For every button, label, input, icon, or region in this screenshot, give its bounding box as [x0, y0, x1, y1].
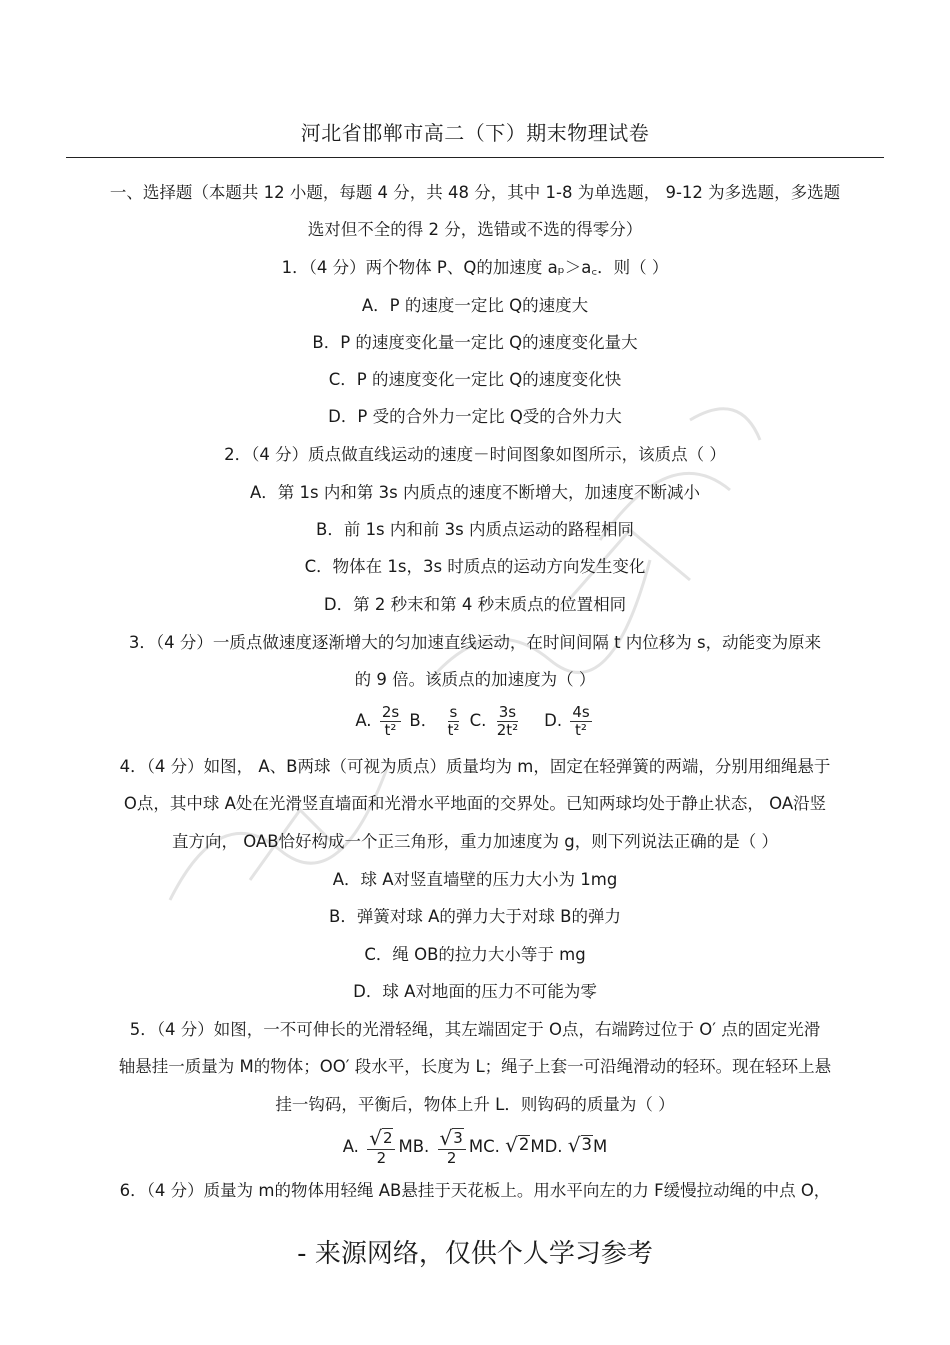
q4-option-b: B．弹簧对球 A的弹力大于对球 B的弹力 [329, 907, 621, 926]
q2-option-a: A．第 1s 内和第 3s 内质点的速度不断增大，加速度不断减小 [250, 483, 700, 502]
q3-c-numerator: 3s [498, 703, 517, 721]
q5-b-denominator: 2 [446, 1149, 457, 1167]
q5-option-c-label: MC. [468, 1137, 500, 1156]
q5-a-radicand: 2 [382, 1129, 393, 1147]
q5-option-a-label: A. [342, 1137, 359, 1156]
q3-b-numerator: s [449, 703, 458, 721]
q2-option-d: D．第 2 秒末和第 4 秒末质点的位置相同 [323, 595, 627, 614]
section-header-line2: 选对但不全的得 2 分，选错或不选的得零分） [307, 220, 643, 239]
q3-a-denominator: t² [384, 721, 397, 739]
q4-option-d: D．球 A对地面的压力不可能为零 [353, 982, 597, 1001]
q3-option-b-label: B． [409, 711, 438, 730]
q5-a-denominator: 2 [376, 1149, 387, 1167]
title-divider [66, 157, 884, 158]
q1-option-c: C．P 的速度变化一定比 Q的速度变化快 [328, 370, 622, 389]
q4-option-c: C．绳 OB的拉力大小等于 mg [364, 945, 586, 964]
q2-stem: 2．（4 分）质点做直线运动的速度－时间图象如图所示，该质点（ ） [224, 445, 726, 464]
q3-c-denominator: 2t² [496, 721, 519, 739]
q3-stem-line1: 3．（4 分）一质点做速度逐渐增大的匀加速直线运动，在时间间隔 t 内位移为 s，动能变为原来 [128, 633, 822, 652]
section-header-line1: 一、选择题（本题共 12 小题，每题 4 分，共 48 分，其中 1-8 为单选题， 9-12 为多选题，多选题 [109, 183, 841, 202]
q5-stem-line1: 5．（4 分）如图，一不可伸长的光滑轻绳，其左端固定于 O点，右端跨过位于 O′ 点的固定光滑 [129, 1020, 821, 1039]
q5-a-numerator [367, 1128, 395, 1150]
q2-option-b: B．前 1s 内和前 3s 内质点运动的路程相同 [316, 520, 634, 539]
q5-option-b-fraction [438, 1128, 466, 1167]
q4-option-a: A．球 A对竖直墙壁的压力大小为 1mg [332, 870, 618, 889]
q5-options [0, 1126, 950, 1168]
sqrt-symbol: √ 3 [439, 1126, 463, 1150]
q4-stem-line1: 4．（4 分）如图， A、B两球（可视为质点）质量均为 m，固定在轻弹簧的两端，分别用细绳悬于 [119, 757, 831, 776]
q5-option-a-fraction [367, 1128, 395, 1167]
q4-stem-line3: 直方向， OAB恰好构成一个正三角形，重力加速度为 g，则下列说法正确的是（ ） [171, 832, 778, 851]
q3-b-denominator: t² [447, 721, 460, 739]
q1-stem: 1．（4 分）两个物体 P、Q的加速度 aₚ＞a꜀．则（ ） [281, 258, 669, 277]
q5-option-b-label: MB. [398, 1137, 430, 1156]
q5-stem-line2: 轴悬挂一质量为 M的物体；OO′ 段水平，长度为 L；绳子上套一可沿绳滑动的轻环。现在轻环上悬 [118, 1057, 832, 1076]
q3-a-numerator: 2s [381, 703, 400, 721]
q5-stem-line3: 挂一钩码，平衡后，物体上升 L．则钩码的质量为（ ） [275, 1095, 675, 1114]
q5-b-numerator [438, 1128, 466, 1150]
q3-d-denominator: t² [575, 721, 587, 739]
q5-option-d-unit: M [593, 1137, 608, 1156]
q3-stem-line2: 的 9 倍。该质点的加速度为（ ） [354, 670, 596, 689]
q5-b-radicand: 3 [453, 1129, 463, 1147]
q3-options [0, 701, 950, 741]
q5-option-d-label: MD. [530, 1137, 563, 1156]
q3-option-b-fraction [446, 704, 462, 739]
q3-option-c-label: C. [469, 711, 487, 730]
q3-option-d-fraction [570, 704, 591, 739]
q3-option-a-label: A. [355, 711, 372, 730]
q5-option-d-sqrt: √ 3 [567, 1133, 593, 1157]
q1-option-d: D．P 受的合外力一定比 Q受的合外力大 [328, 407, 622, 426]
q1-option-a: A．P 的速度一定比 Q的速度大 [361, 296, 589, 315]
q5-d-radicand: 3 [581, 1135, 593, 1154]
q3-option-c-fraction [495, 704, 520, 739]
q3-d-numerator: 4s [572, 703, 590, 721]
q3-option-a-fraction [380, 704, 401, 739]
q4-stem-line2: O点，其中球 A处在光滑竖直墙面和光滑水平地面的交界处。已知两球均处于静止状态， OA沿竖 [123, 794, 827, 813]
sqrt-symbol: √ 2 [369, 1126, 393, 1150]
q1-option-b: B．P 的速度变化量一定比 Q的速度变化量大 [312, 333, 638, 352]
q5-option-c-sqrt: √ 2 [505, 1133, 530, 1157]
q5-c-radicand: 2 [518, 1135, 530, 1154]
q6-stem-line1: 6．（4 分）质量为 m的物体用轻绳 AB悬挂于天花板上。用水平向左的力 F缓慢拉动绳的中点 O， [119, 1181, 831, 1200]
q2-option-c: C．物体在 1s，3s 时质点的运动方向发生变化 [304, 557, 646, 576]
q3-option-d-label: D. [544, 711, 563, 730]
page-footer: - 来源网络，仅供个人学习参考 [297, 1239, 653, 1269]
page-title: 河北省邯郸市高二（下）期末物理试卷 [300, 121, 650, 145]
